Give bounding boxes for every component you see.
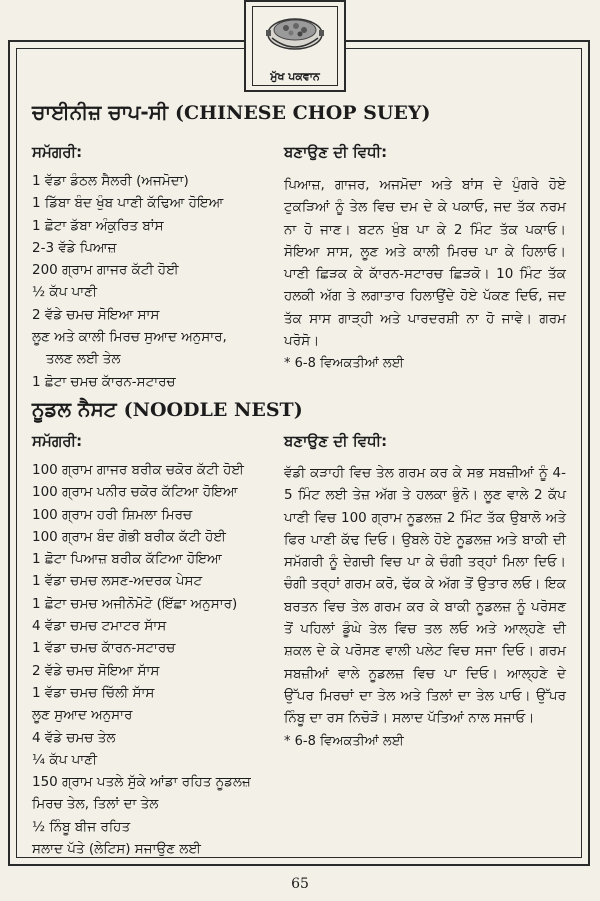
method-heading: ਬਣਾਉਣ ਦੀ ਵਿਧੀ: <box>284 143 388 161</box>
recipe-title-punjabi: ਚਾਈਨੀਜ਼ ਚਾਪ-ਸੀ <box>32 100 169 124</box>
recipe-title <box>32 100 430 124</box>
recipe-title-english: (NOODLE NEST) <box>123 399 303 421</box>
method-heading: ਬਣਾਉਣ ਦੀ ਵਿਧੀ: <box>284 432 388 450</box>
ingredient-item: ¼ ਕੱਪ ਪਾਣੀ <box>32 751 98 768</box>
servings-note: * 6-8 ਵਿਅਕਤੀਆਂ ਲਈ <box>284 733 404 749</box>
ingredient-item: 100 ਗ੍ਰਾਮ ਪਨੀਰ ਚਕੋਰ ਕੱਟਿਆ ਹੋਇਆ <box>32 484 238 501</box>
ingredient-item: 1 ਵੱਡਾ ਡੰਠਲ ਸੈਲਰੀ (ਅਜਮੋਦਾ) <box>32 173 189 189</box>
section-badge <box>244 0 346 92</box>
ingredient-item: ½ ਨਿੰਬੂ ਬੀਜ ਰਹਿਤ <box>32 818 131 835</box>
ingredient-item: ਲੂਣ ਸੁਆਦ ਅਨੁਸਾਰ <box>32 707 133 724</box>
ingredients-heading: ਸਮੱਗਰੀ: <box>32 143 83 161</box>
ingredient-item: ½ ਕੱਪ ਪਾਣੀ <box>32 284 98 301</box>
bowl-icon <box>266 8 324 60</box>
section-label: ਮੁੱਖ ਪਕਵਾਨ <box>270 70 320 83</box>
ingredient-list <box>32 170 274 393</box>
method-text: ਵੱਡੀ ਕੜਾਹੀ ਵਿਚ ਤੇਲ ਗਰਮ ਕਰ ਕੇ ਸਭ ਸਬਜ਼ੀਆਂ ਨੂੰ 4-5 ਮਿੰਟ ਲਈ ਤੇਜ਼ ਅੱਗ ਤੇ ਹਲਕਾ ਭੁੰਨੋ। ਲੂਣ ਵਾਲੇ 2 ਕੱਪ ਪਾਣੀ ਵਿਚ 100 ਗ੍ਰਾਮ ਨੂਡਲਜ਼ 2 ਮਿੰਟ ਤੱਕ ਉਬਾਲੋ ਅਤੇ ਫਿਰ ਪਾਣੀ ਕੱਢ ਦਿਓ। ਉਬਲੇ ਹੋਏ ਨੂਡਲਜ਼ ਅਤੇ ਬਾਕੀ ਦੀ ਸਮੱਗਰੀ ਨੂੰ ਦੇਗਚੀ ਵਿਚ ਪਾ ਕੇ ਚੰਗੀ ਤਰ੍ਹਾਂ ਮਿਲਾ ਦਿਓ। ਚੰਗੀ ਤਰ੍ਹਾਂ ਗਰਮ ਕਰੋ, ਢੱਕ ਕੇ ਅੱਗ ਤੋਂ ਉਤਾਰ ਲਓ। ਇਕ ਬਰਤਨ ਵਿਚ ਤੇਲ ਗਰਮ ਕਰ ਕੇ ਬਾਕੀ ਨੂਡਲਜ਼ ਨੂੰ ਪਰੋਸਣ ਤੋਂ ਪਹਿਲਾਂ ਡੂੰਘੇ ਤੇਲ ਵਿਚ ਤਲ ਲਓ ਅਤੇ ਆਲ੍ਹਣੇ ਦੀ ਸ਼ਕਲ ਦੇ ਕੇ ਪਰੋਸਣ ਵਾਲੀ ਪਲੇਟ ਵਿਚ ਸਜਾ ਦਿਓ। ਗਰਮ ਸਬਜ਼ੀਆਂ ਵਾਲੇ ਨੂਡਲਜ਼ ਵਿਚ ਪਾ ਦਿਓ। ਆਲ੍ਹਣੇ ਦੇ ਉੱਪਰ ਮਿਰਚਾਂ ਦਾ ਤੇਲ ਅਤੇ ਤਿਲਾਂ ਦਾ ਤੇਲ ਪਾਓ। ਉੱਪਰ ਨਿੰਬੂ ਦਾ ਰਸ ਨਿਚੋੜੋ। ਸਲਾਦ ਪੱਤਿਆਂ ਨਾਲ ਸਜਾਓ। <box>284 465 566 727</box>
ingredient-item: ਸਲਾਦ ਪੱਤੇ (ਲੇਟਿਸ) ਸਜਾਉਣ ਲਈ <box>32 841 201 858</box>
ingredient-list <box>32 459 274 860</box>
ingredient-item: 1 ਵੱਡਾ ਚਮਚ ਕਾੱਰਨ-ਸਟਾਰਚ <box>32 640 176 657</box>
ingredient-item: 100 ਗ੍ਰਾਮ ਹਰੀ ਸ਼ਿਮਲਾ ਮਿਰਚ <box>32 506 193 523</box>
recipe-title-punjabi: ਨੂਡਲ ਨੈਸਟ <box>32 397 117 421</box>
ingredient-item: 1 ਛੋਟਾ ਡੱਬਾ ਅੰਕੁਰਿਤ ਬਾਂਸ <box>32 217 164 234</box>
method-block <box>284 462 566 753</box>
ingredient-item: 100 ਗ੍ਰਾਮ ਗਾਜਰ ਬਰੀਕ ਚਕੋਰ ਕੱਟੀ ਹੋਈ <box>32 462 244 478</box>
ingredient-item: 1 ਛੋਟਾ ਚਮਚ ਅਜੀਨੋਮੋਟੋ (ਇੱਛਾ ਅਨੁਸਾਰ) <box>32 595 238 612</box>
ingredient-item: ਤਲਣ ਲਈ ਤੇਲ <box>46 351 121 368</box>
method-text: ਪਿਆਜ਼, ਗਾਜਰ, ਅਜਮੋਦਾ ਅਤੇ ਬਾਂਸ ਦੇ ਪੁੰਗਰੇ ਹੋਏ ਟੁਕੜਿਆਂ ਨੂੰ ਤੇਲ ਵਿਚ ਦਮ ਦੇ ਕੇ ਪਕਾਓ, ਜਦ ਤੱਕ ਨਰਮ ਨਾ ਹੋ ਜਾਣ। ਬਟਨ ਖੁੰਬ ਪਾ ਕੇ 2 ਮਿੰਟ ਤੱਕ ਪਕਾਓ। ਸੋਇਆ ਸਾਸ, ਲੂਣ ਅਤੇ ਕਾਲੀ ਮਿਰਚ ਪਾ ਕੇ ਹਿਲਾਓ। ਪਾਣੀ ਛਿੜਕ ਕੇ ਕਾੱਰਨ-ਸਟਾਰਚ ਛਿੜਕੋ। 10 ਮਿੰਟ ਤੱਕ ਹਲਕੀ ਅੱਗ ਤੇ ਲਗਾਤਾਰ ਹਿਲਾਉਂਦੇ ਹੋਏ ਪੱਕਣ ਦਿਓ, ਜਦ ਤੱਕ ਸਾਸ ਗਾੜ੍ਹੀ ਅਤੇ ਪਾਰਦਰਸ਼ੀ ਨਾ ਹੋ ਜਾਵੇ। ਗਰਮ ਪਰੋਸੋ। <box>284 177 566 350</box>
ingredient-item: ਲੂਣ ਅਤੇ ਕਾਲੀ ਮਿਰਚ ਸੁਆਦ ਅਨੁਸਾਰ, <box>32 329 227 346</box>
ingredient-item: 200 ਗ੍ਰਾਮ ਗਾਜਰ ਕੱਟੀ ਹੋਈ <box>32 262 179 279</box>
ingredient-item: 2-3 ਵੱਡੇ ਪਿਆਜ਼ <box>32 239 117 256</box>
ingredient-item: 4 ਵੱਡਾ ਚਮਚ ਟਮਾਟਰ ਸਾੱਸ <box>32 618 167 635</box>
ingredient-item: 4 ਵੱਡੇ ਚਮਚ ਤੇਲ <box>32 729 116 746</box>
ingredient-item: 1 ਡਿੱਬਾ ਬੰਦ ਖੁੰਬ ਪਾਣੀ ਕੱਢਿਆ ਹੋਇਆ <box>32 195 224 212</box>
servings-note: * 6-8 ਵਿਅਕਤੀਆਂ ਲਈ <box>284 356 404 372</box>
ingredient-item: 150 ਗ੍ਰਾਮ ਪਤਲੇ ਸੁੱਕੇ ਆਂਡਾ ਰਹਿਤ ਨੂਡਲਜ਼ <box>32 774 251 791</box>
ingredient-item: 2 ਵੱਡੇ ਚਮਚ ਸੋਇਆ ਸਾੱਸ <box>32 662 160 679</box>
method-block <box>284 174 566 376</box>
page-number: 65 <box>291 876 309 892</box>
recipe-title-english: (CHINESE CHOP SUEY) <box>175 102 431 124</box>
ingredient-item: 1 ਵੱਡਾ ਚਮਚ ਚਿੱਲੀ ਸਾੱਸ <box>32 684 155 701</box>
ingredient-item: 100 ਗ੍ਰਾਮ ਬੰਦ ਗੋਭੀ ਬਰੀਕ ਕੱਟੀ ਹੋਈ <box>32 528 226 545</box>
ingredient-item: 2 ਵੱਡੇ ਚਮਚ ਸੋਇਆ ਸਾਸ <box>32 306 160 323</box>
ingredient-item: ਮਿਰਚ ਤੇਲ, ਤਿਲਾਂ ਦਾ ਤੇਲ <box>32 796 159 813</box>
ingredient-item: 1 ਛੋਟਾ ਚਮਚ ਕਾੱਰਨ-ਸਟਾਰਚ <box>32 373 176 390</box>
recipe-title <box>32 397 303 421</box>
ingredient-item: 1 ਵੱਡਾ ਚਮਚ ਲਸਣ-ਅਦਰਕ ਪੇਸਟ <box>32 573 203 590</box>
ingredients-heading: ਸਮੱਗਰੀ: <box>32 432 83 450</box>
ingredient-item: 1 ਛੋਟਾ ਪਿਆਜ਼ ਬਰੀਕ ਕੱਟਿਆ ਹੋਇਆ <box>32 551 222 568</box>
